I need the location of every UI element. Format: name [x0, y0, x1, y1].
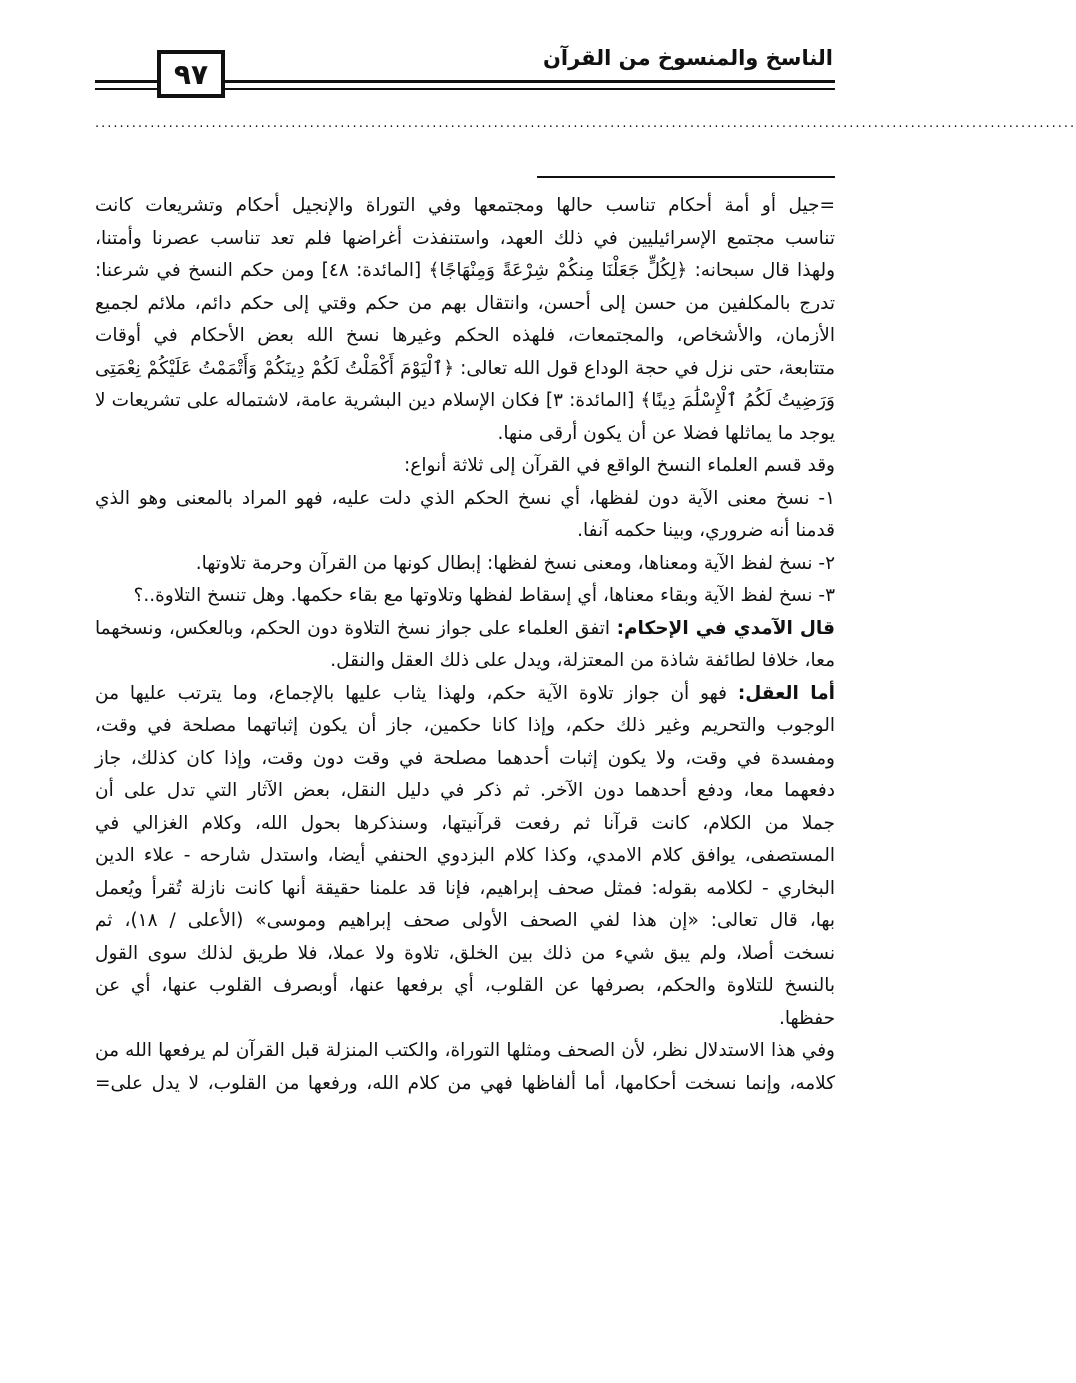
text-line — [95, 970, 835, 1003]
line-text: وفي هذا الاستدلال نظر، لأن الصحف ومثلها التوراة، والكتب المنزلة قبل القرآن لم يرفعها الله من — [95, 1040, 835, 1061]
text-line — [95, 223, 835, 256]
run-in-heading: أما العقل: — [737, 682, 836, 704]
text-line — [95, 775, 835, 808]
text-line — [95, 288, 835, 321]
text-line — [95, 385, 835, 418]
text-line — [95, 320, 835, 353]
text-line — [95, 1035, 835, 1068]
page-number: ٩٧ — [157, 50, 225, 98]
text-line — [95, 255, 835, 288]
dotted-separator: ................................................................................................................................................................ — [95, 116, 1076, 131]
text-line — [95, 710, 835, 743]
text-line — [95, 1003, 835, 1036]
line-text: متتابعة، حتى نزل في حجة الوداع قول الله تعالى: ﴿ٱلْيَوْمَ أَكْمَلْتُ لَكُمْ دِينَكُمْ وَأَتْمَمْتُ عَلَيْكُمْ نِعْمَتِى — [95, 357, 835, 379]
line-text: جملا من الكلام، كانت قرآنا ثم رفعت قرآنيتها، وسنذكرها بحول الله، وكلام الغزالي في — [95, 812, 835, 834]
line-text: المستصفى، يوافق كلام الامدي، وكذا كلام البزدوي الحنفي أيضا، واستدل شارحه - علاء الدين — [95, 845, 835, 866]
line-text: فهو أن جواز تلاوة الآية حكم، ولهذا يثاب عليها بالإجماع، وما يترتب عليها من — [95, 682, 738, 704]
text-line — [95, 515, 835, 548]
line-text: كلامه، وإنما نسخت أحكامها، أما ألفاظها فهي من كلام الله، ورفعها من القلوب، لا يدل على= — [95, 1072, 835, 1094]
text-line — [95, 840, 835, 873]
text-line — [95, 418, 835, 451]
line-text: وَرَضِيتُ لَكُمُ ٱلْإِسْلَٰمَ دِينًا﴾ [المائدة: ٣] فكان الإسلام دين البشرية عامة، لاشتماله على تشريعات لا — [95, 390, 835, 411]
body-text — [95, 190, 835, 1100]
text-line — [95, 873, 835, 906]
run-in-heading: قال الآمدي في الإحكام: — [616, 617, 835, 639]
text-line — [95, 1068, 835, 1101]
line-text: نسخت أصلا، ولم يبق شيء من ذلك بين الخلق، تلاوة ولا عملا، فلا طريق لذلك سوى القول — [95, 942, 835, 964]
line-text: بها، قال تعالى: «إن هذا لفي الصحف الأولى صحف إبراهيم وموسى» (الأعلى / ١٨)، ثم — [95, 910, 836, 931]
line-text: البخاري - لكلامه بقوله: فمثل صحف إبراهيم، فإنا قد علمنا حقيقة أنها كانت نازلة تُقرأ ويُعمل — [95, 877, 835, 899]
text-line — [95, 190, 835, 223]
running-header-title: الناسخ والمنسوخ من القرآن — [542, 46, 833, 70]
line-text: =جيل أو أمة أحكام تناسب حالها ومجتمعها وفي التوراة والإنجيل أحكام وتشريعات كانت — [95, 195, 835, 216]
text-line — [95, 580, 835, 613]
line-text: تناسب مجتمع الإسرائيليين في ذلك العهد، واستنفذت أغراضها فلم تعد تناسب عصرنا وأمتنا، — [95, 227, 835, 249]
text-line — [95, 483, 835, 516]
line-text: ٣- نسخ لفظ الآية وبقاء معناها، أي إسقاط لفظها وتلاوتها مع بقاء حكمها. وهل تنسخ التلاوة..؟ — [133, 585, 835, 606]
line-text: يوجد ما يماثلها فضلا عن أن يكون أرقى منها. — [497, 422, 835, 444]
text-line — [95, 938, 835, 971]
line-text: وقد قسم العلماء النسخ الواقع في القرآن إلى ثلاثة أنواع: — [404, 455, 835, 476]
line-text: قدمنا أنه ضروري، وبينا حكمه آنفا. — [577, 520, 835, 541]
line-text: اتفق العلماء على جواز نسخ التلاوة دون الحكم، وبالعكس، ونسخهما — [95, 617, 617, 639]
line-text: الوجوب والتحريم وغير ذلك حكم، وإذا كانا حكمين، جاز أن يكون إثباتهما مصلحة في وقت، — [95, 715, 835, 736]
text-line — [95, 743, 835, 776]
line-text: بالنسخ للتلاوة والحكم، بصرفها عن القلوب، أي برفعها عنها، أوبصرف القلوب عنها، أي عن — [95, 975, 835, 996]
text-line — [95, 808, 835, 841]
text-line — [95, 905, 835, 938]
line-text: ولهذا قال سبحانه: ﴿لِكُلٍّ جَعَلْنَا مِنكُمْ شِرْعَةً وَمِنْهَاجًا﴾ [المائدة: ٤٨] ومن حكم النسخ في شرعنا: — [95, 260, 836, 281]
text-line — [95, 645, 835, 678]
line-text: الأزمان، والأشخاص، والمجتمعات، فلهذه الحكم وغيرها نسخ الله بعض الأحكام في أوقات — [95, 325, 835, 346]
text-line — [95, 678, 835, 711]
line-text: معا، خلافا لطائفة شاذة من المعتزلة، ويدل على ذلك العقل والنقل. — [330, 650, 835, 671]
line-text: ومفسدة في وقت، ولا يكون إثبات أحدهما مصلحة في وقت دون وقت، وإذا كان كذلك، جاز — [95, 747, 835, 769]
text-line — [95, 450, 835, 483]
line-text: تدرج بالمكلفين من حسن إلى أحسن، وانتقال بهم من حكم وقتي إلى حكم دائم، ملائم لجميع — [95, 292, 835, 314]
line-text: ٢- نسخ لفظ الآية ومعناها، ومعنى نسخ لفظها: إبطال كونها من القرآن وحرمة تلاوتها. — [195, 552, 835, 574]
text-line — [95, 613, 835, 646]
line-text: حفظها. — [778, 1007, 835, 1029]
line-text: ١- نسخ معنى الآية دون لفظها، أي نسخ الحكم الذي دلت عليه، فهو المراد بالمعنى وهو الذي — [95, 487, 835, 509]
line-text: دفعهما معا، ودفع أحدهما دون الآخر. ثم ذكر في دليل النقل، بعض الآثار التي تدل على أن — [95, 780, 835, 801]
text-line — [95, 548, 835, 581]
text-line — [95, 353, 835, 386]
footnote-rule — [537, 176, 835, 178]
